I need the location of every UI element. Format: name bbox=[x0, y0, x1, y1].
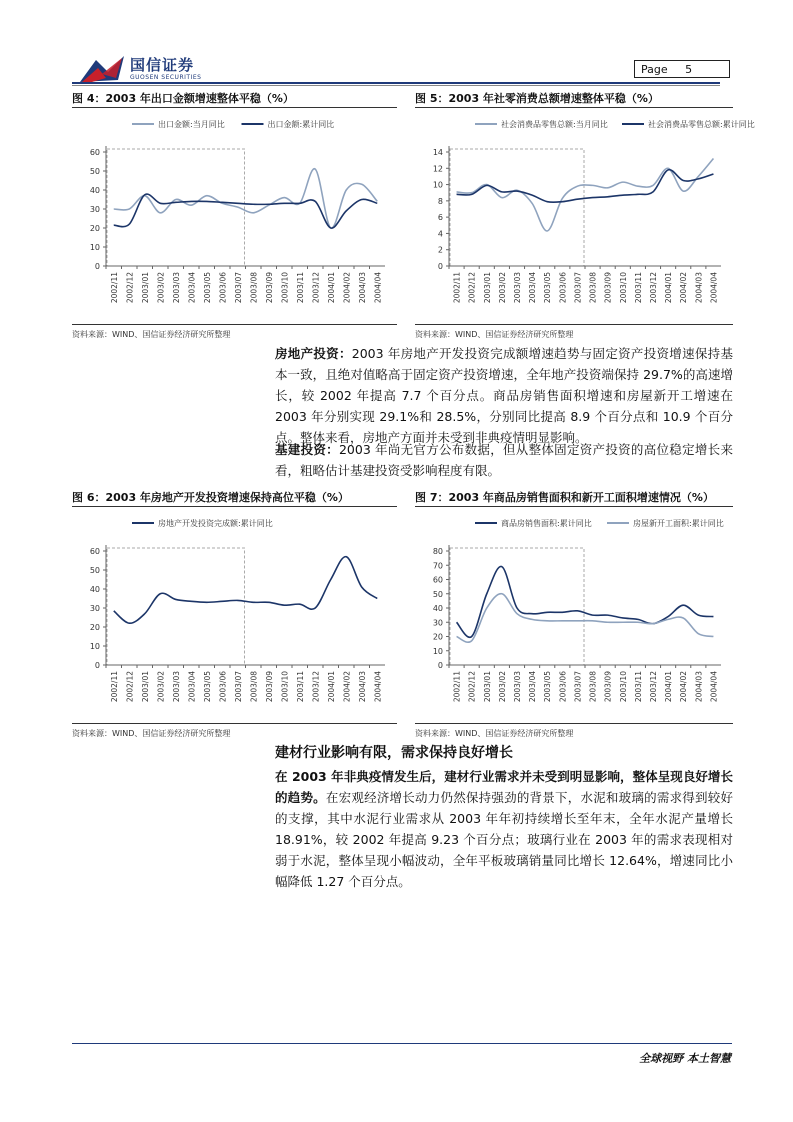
x-tick-label: 2003/10 bbox=[280, 272, 290, 304]
x-tick-label: 2004/03 bbox=[357, 272, 367, 304]
section-lead: 在 2003 年非典疫情发生后，建材行业需求并未受到明显影响，整体呈现良好增长的趋势。 bbox=[275, 769, 733, 805]
x-tick-label: 2003/07 bbox=[573, 272, 583, 304]
x-tick-label: 2003/01 bbox=[140, 671, 150, 703]
y-tick-label: 8 bbox=[437, 196, 443, 206]
x-tick-label: 2002/12 bbox=[125, 272, 135, 304]
figure-source: 资料来源：WIND、国信证券经济研究所整理 bbox=[415, 723, 733, 739]
x-tick-label: 2003/04 bbox=[187, 272, 197, 304]
y-tick-label: 10 bbox=[89, 243, 100, 252]
section-heading: 建材行业影响有限，需求保持良好增长 bbox=[275, 745, 513, 761]
x-tick-label: 2004/01 bbox=[664, 671, 674, 703]
chart-fig7 bbox=[415, 507, 733, 717]
legend-label: 商品房销售面积:累计同比 bbox=[501, 519, 592, 528]
x-tick-label: 2003/05 bbox=[202, 671, 212, 703]
x-tick-label: 2003/06 bbox=[558, 671, 568, 703]
y-tick-label: 50 bbox=[89, 566, 100, 575]
y-tick-label: 20 bbox=[89, 224, 100, 233]
x-tick-label: 2003/10 bbox=[618, 272, 628, 304]
legend-label: 出口金额:累计同比 bbox=[267, 120, 335, 129]
x-tick-label: 2003/12 bbox=[311, 272, 321, 304]
figure-source: 资料来源：WIND、国信证券经济研究所整理 bbox=[415, 324, 733, 340]
y-tick-label: 10 bbox=[89, 642, 100, 651]
x-tick-label: 2003/06 bbox=[558, 272, 568, 304]
figure-title: 图 7：2003 年商品房销售面积和新开工面积增速情况（%） bbox=[415, 489, 733, 507]
figure-5 bbox=[415, 90, 755, 340]
x-tick-label: 2002/12 bbox=[467, 671, 477, 703]
paragraph-text: 2003 年尚无官方公布数据，但从整体固定资产投资的高位稳定增长来看，粗略估计基建投资受影响程度有限。 bbox=[275, 442, 733, 478]
chart-fig4 bbox=[72, 108, 397, 318]
paragraph-label: 基建投资： bbox=[275, 442, 339, 457]
x-tick-label: 2003/08 bbox=[249, 671, 259, 703]
x-tick-label: 2004/04 bbox=[709, 272, 719, 304]
highlight-box bbox=[107, 149, 245, 266]
x-tick-label: 2003/04 bbox=[528, 671, 538, 703]
footer-rule bbox=[72, 1043, 732, 1044]
x-tick-label: 2003/09 bbox=[264, 272, 274, 304]
y-tick-label: 20 bbox=[89, 623, 100, 632]
paragraph-infra bbox=[275, 439, 733, 481]
x-tick-label: 2002/12 bbox=[467, 272, 477, 304]
y-tick-label: 6 bbox=[437, 213, 443, 223]
chart-fig6 bbox=[72, 507, 397, 717]
x-tick-label: 2003/02 bbox=[497, 272, 507, 304]
x-tick-label: 2004/03 bbox=[694, 671, 704, 703]
x-tick-label: 2002/11 bbox=[109, 272, 119, 304]
series-line bbox=[457, 170, 714, 203]
series-line bbox=[457, 594, 714, 643]
x-tick-label: 2003/02 bbox=[497, 671, 507, 703]
x-tick-label: 2003/10 bbox=[280, 671, 290, 703]
x-tick-label: 2003/05 bbox=[543, 272, 553, 304]
y-tick-label: 0 bbox=[437, 661, 443, 670]
x-tick-label: 2004/04 bbox=[709, 671, 719, 703]
x-tick-label: 2003/09 bbox=[603, 272, 613, 304]
series-line bbox=[114, 557, 378, 624]
figure-4 bbox=[72, 90, 397, 340]
x-tick-label: 2003/04 bbox=[187, 671, 197, 703]
x-tick-label: 2003/06 bbox=[218, 272, 228, 304]
y-tick-label: 70 bbox=[432, 561, 443, 571]
x-tick-label: 2003/01 bbox=[482, 272, 492, 304]
series-line bbox=[457, 566, 714, 637]
y-tick-label: 30 bbox=[89, 205, 100, 214]
x-tick-label: 2004/02 bbox=[679, 272, 689, 304]
x-tick-label: 2003/12 bbox=[649, 671, 658, 703]
x-tick-label: 2003/11 bbox=[295, 671, 305, 703]
x-tick-label: 2004/04 bbox=[373, 671, 383, 703]
x-tick-label: 2004/02 bbox=[679, 671, 689, 703]
y-tick-label: 10 bbox=[432, 646, 443, 656]
logo-icon bbox=[78, 52, 128, 86]
x-tick-label: 2003/11 bbox=[633, 272, 643, 304]
x-tick-label: 2003/04 bbox=[528, 272, 538, 304]
x-tick-label: 2003/08 bbox=[249, 272, 259, 304]
legend-label: 房地产开发投资完成额:累计同比 bbox=[158, 519, 273, 528]
figure-6 bbox=[72, 489, 397, 739]
series-line bbox=[457, 159, 714, 231]
highlight-box bbox=[450, 149, 584, 266]
x-tick-label: 2003/01 bbox=[140, 272, 150, 304]
x-tick-label: 2003/11 bbox=[633, 671, 643, 703]
x-tick-label: 2003/12 bbox=[649, 272, 658, 304]
page-label: Page bbox=[641, 63, 668, 76]
header-rule-thin bbox=[72, 85, 720, 86]
y-tick-label: 50 bbox=[89, 167, 100, 176]
x-tick-label: 2003/02 bbox=[156, 272, 166, 304]
x-tick-label: 2003/08 bbox=[588, 671, 598, 703]
x-tick-label: 2003/07 bbox=[233, 671, 243, 703]
x-tick-label: 2003/05 bbox=[543, 671, 553, 703]
x-tick-label: 2002/11 bbox=[452, 671, 462, 703]
y-tick-label: 30 bbox=[89, 604, 100, 613]
legend-label: 社会消费品零售总额:累计同比 bbox=[648, 120, 755, 129]
x-tick-label: 2004/02 bbox=[342, 272, 352, 304]
x-tick-label: 2003/10 bbox=[618, 671, 628, 703]
y-tick-label: 80 bbox=[432, 547, 443, 556]
page-number: 5 bbox=[685, 63, 693, 76]
figure-7 bbox=[415, 489, 733, 739]
paragraph-label: 房地产投资： bbox=[275, 346, 352, 361]
x-tick-label: 2004/01 bbox=[326, 671, 336, 703]
x-tick-label: 2003/09 bbox=[603, 671, 613, 703]
footer-slogan: 全球视野 本土智慧 bbox=[639, 1052, 731, 1065]
y-tick-label: 60 bbox=[432, 575, 443, 585]
chart-fig5 bbox=[415, 108, 755, 318]
y-tick-label: 40 bbox=[432, 604, 443, 613]
x-tick-label: 2002/11 bbox=[109, 671, 119, 703]
x-tick-label: 2004/04 bbox=[373, 272, 383, 304]
x-tick-label: 2004/03 bbox=[694, 272, 704, 304]
highlight-box bbox=[107, 548, 245, 665]
y-tick-label: 12 bbox=[432, 164, 443, 174]
figure-source: 资料来源：WIND、国信证券经济研究所整理 bbox=[72, 723, 397, 739]
x-tick-label: 2003/03 bbox=[513, 671, 522, 703]
figure-source: 资料来源：WIND、国信证券经济研究所整理 bbox=[72, 324, 397, 340]
legend-label: 社会消费品零售总额:当月同比 bbox=[501, 120, 608, 129]
figure-title: 图 5：2003 年社零消费总额增速整体平稳（%） bbox=[415, 90, 733, 108]
x-tick-label: 2003/11 bbox=[295, 272, 305, 304]
x-tick-label: 2003/03 bbox=[171, 671, 181, 703]
y-tick-label: 40 bbox=[89, 585, 100, 594]
y-tick-label: 10 bbox=[432, 180, 443, 190]
logo-text-cn: 国信证券 bbox=[130, 56, 195, 74]
x-tick-label: 2004/03 bbox=[357, 671, 367, 703]
x-tick-label: 2002/12 bbox=[125, 671, 135, 703]
x-tick-label: 2003/03 bbox=[513, 272, 522, 304]
y-tick-label: 0 bbox=[94, 262, 100, 271]
x-tick-label: 2004/01 bbox=[326, 272, 336, 304]
paragraph-text: 2003 年房地产开发投资完成额增速趋势与固定资产投资增速保持基本一致，且绝对值略高于固定资产投资增速，全年地产投资端保持 29.7%的高速增长，较 2002 年提高 7.7 个百分点。商品房销售面积增速和房屋新开工增速在 2003 年分别实现 29.1%和 28.5%，分别同比提高 8.9 个百分点和 10.9 个百分点。整体来看，房地产方面并未受到非典疫情明显影响。 bbox=[275, 346, 733, 445]
x-tick-label: 2004/02 bbox=[342, 671, 352, 703]
y-tick-label: 4 bbox=[437, 229, 443, 239]
x-tick-label: 2003/06 bbox=[218, 671, 228, 703]
figure-title: 图 6：2003 年房地产开发投资增速保持高位平稳（%） bbox=[72, 489, 397, 507]
x-tick-label: 2003/07 bbox=[233, 272, 243, 304]
x-tick-label: 2003/01 bbox=[482, 671, 492, 703]
x-tick-label: 2003/07 bbox=[573, 671, 583, 703]
y-tick-label: 20 bbox=[432, 632, 443, 642]
y-tick-label: 30 bbox=[432, 618, 443, 628]
section-body: 在宏观经济增长动力仍然保持强劲的背景下，水泥和玻璃的需求得到较好的支撑，其中水泥行业需求从 2003 年年初持续增长至年末，全年水泥产量增长 18.91%，较 2002 年提高 9.23 个百分点；玻璃行业在 2003 年的需求表现相对弱于水泥，整体呈现小幅波动，全年平板玻璃销量同比增长 12.64%，增速同比小幅降低 1.27 个百分点。 bbox=[275, 790, 733, 889]
y-tick-label: 60 bbox=[89, 547, 100, 556]
y-tick-label: 50 bbox=[432, 589, 443, 599]
header-rule bbox=[72, 82, 720, 84]
x-tick-label: 2002/11 bbox=[452, 272, 462, 304]
x-tick-label: 2003/09 bbox=[264, 671, 274, 703]
x-tick-label: 2003/03 bbox=[171, 272, 181, 304]
x-tick-label: 2003/08 bbox=[588, 272, 598, 304]
x-tick-label: 2004/01 bbox=[664, 272, 674, 304]
y-tick-label: 0 bbox=[437, 262, 443, 271]
y-tick-label: 60 bbox=[89, 148, 100, 157]
paragraph-realestate bbox=[275, 343, 733, 448]
y-tick-label: 14 bbox=[432, 148, 443, 157]
x-tick-label: 2003/12 bbox=[311, 671, 321, 703]
logo-text-en: GUOSEN SECURITIES bbox=[130, 74, 202, 81]
x-tick-label: 2003/02 bbox=[156, 671, 166, 703]
y-tick-label: 40 bbox=[89, 186, 100, 195]
y-tick-label: 2 bbox=[437, 245, 443, 255]
figure-title: 图 4：2003 年出口金额增速整体平稳（%） bbox=[72, 90, 397, 108]
x-tick-label: 2003/05 bbox=[202, 272, 212, 304]
legend-label: 房屋新开工面积:累计同比 bbox=[633, 519, 724, 528]
legend-label: 出口金额:当月同比 bbox=[158, 120, 225, 129]
section-paragraph bbox=[275, 766, 733, 892]
page-indicator bbox=[634, 60, 730, 78]
y-tick-label: 0 bbox=[94, 661, 100, 670]
